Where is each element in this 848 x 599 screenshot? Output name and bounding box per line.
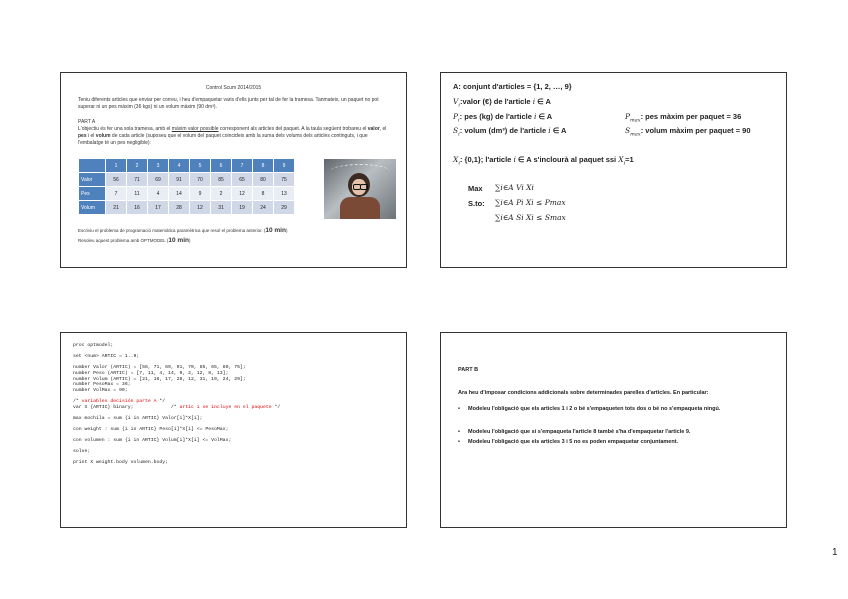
table-cell: 80 — [253, 173, 273, 186]
table-cell: 17 — [148, 201, 168, 214]
code-line: con volumen : sum {i in ARTIC} Volum[i]*X[i] <= VolMax; — [73, 438, 232, 444]
table-cell: 21 — [106, 201, 126, 214]
part-b-heading: PART B — [458, 367, 479, 373]
row-label: Valor — [79, 173, 105, 186]
code-line: proc optmodel; — [73, 343, 114, 348]
slide-4: PART B Ara heu d'imposar condicions addicionals sobre determinades parelles d'articles. En particular: • Modeleu l'obligació que els articles 1 i 2 o bé s'empaqueten tots dos o bé no s'empaqueta ningú. • Modeleu l'obligació que si s'empaqueta l'article 8 també s'ha d'empaquetar l'article 9. • Modeleu l'obligació que els articles 3 i 5 no es poden empaquetar conjuntament. — [440, 332, 787, 528]
code-line: max mochila = sum {i in ARTIC} Valor[i]*X[i]; — [73, 415, 203, 421]
table-cell: 11 — [127, 187, 147, 200]
code-line: solve; — [73, 449, 91, 455]
slide-2 — [440, 72, 787, 268]
code-line: number VolMax = 90; — [73, 387, 128, 393]
table-header: 5 — [190, 159, 210, 172]
decision-variable-definition: $X_i$: {0,1}; l'article i ∈ A s'inclourà al paquet ssi $X_i=1$ — [453, 155, 634, 167]
table-cell: 28 — [169, 201, 189, 214]
table-cell: 9 — [190, 187, 210, 200]
table-cell: 70 — [190, 173, 210, 186]
weight-constraint: ∑i∈A Pi Xi ≤ Pmax — [495, 198, 566, 207]
exercise-2-text: Resoleu aquest problema amb OPTMODEL (10 min) — [78, 237, 191, 244]
code-line: number Volum (ARTIC) = [21, 16, 17, 28, 12, 31, 19, 24, 29]; — [73, 376, 246, 382]
volume-constraint: ∑i∈A Si Xi ≤ Smax — [495, 213, 566, 222]
code-line: number Valor (ARTIC) = [56, 71, 69, 91, 70, 85, 65, 80, 75]; — [73, 365, 246, 371]
table-cell: 91 — [169, 173, 189, 186]
table-cell: 75 — [274, 173, 294, 186]
exercise-1-text: Escriviu el problema de programació matemàtica paramètrica que resol el problema anterior. (10 min) — [78, 227, 288, 234]
table-cell: 24 — [253, 201, 273, 214]
table-cell: 69 — [148, 173, 168, 186]
table-cell: 85 — [211, 173, 231, 186]
table-cell: 56 — [106, 173, 126, 186]
slide-3 — [60, 332, 407, 528]
slide-1 — [60, 72, 407, 268]
articles-table — [78, 158, 295, 215]
constraints-label: S.to: — [468, 199, 485, 208]
table-row — [79, 187, 294, 200]
table-header: 2 — [127, 159, 147, 172]
set-definition: A: conjunt d'articles = {1, 2, …, 9} — [453, 82, 572, 91]
table-cell: 12 — [190, 201, 210, 214]
code-line: print X weight.body volumen.body; — [73, 460, 168, 466]
volume-definition: $S_i$: volum (dm³) de l'article i ∈ A — [453, 126, 567, 138]
table-cell: 4 — [148, 187, 168, 200]
page-number: 1 — [832, 547, 838, 558]
row-label: Volum — [79, 201, 105, 214]
table-row — [79, 201, 294, 214]
optmodel-code — [73, 343, 280, 466]
table-cell: 71 — [127, 173, 147, 186]
table-header: 6 — [211, 159, 231, 172]
table-row — [79, 173, 294, 186]
code-line: set <num> ARTIC = 1..9; — [73, 354, 140, 360]
intro-text: Teniu diferents articles que enviar per correu, i heu d'empaquetar varis d'ells junts per tal de fer la tramesa. Tanmateix, un paquet no pot superar ni un pes màxim (36 kgs) ni un volum màxim (90 dm³). — [78, 97, 379, 110]
table-cell: 16 — [127, 201, 147, 214]
table-header: 9 — [274, 159, 294, 172]
code-line: var X {ARTIC} binary; /* artic i se incluye en el paquete */ — [73, 404, 281, 410]
table-cell: 31 — [211, 201, 231, 214]
objective-expression: ∑i∈A Vi Xi — [495, 183, 534, 192]
table-header: 8 — [253, 159, 273, 172]
part-b-intro: Ara heu d'imposar condicions addicionals sobre determinades parelles d'articles. En particular: — [458, 390, 709, 396]
table-header: 1 — [106, 159, 126, 172]
table-cell: 19 — [232, 201, 252, 214]
max-weight-definition: $P_{max}$: pes màxim per paquet = 36 — [625, 112, 742, 124]
part-a-label: PART A — [78, 119, 96, 125]
max-volume-definition: $S_{max}$: volum màxim per paquet = 90 — [625, 126, 751, 138]
table-header: 3 — [148, 159, 168, 172]
slide-title: Control Scum 2014/2015 — [205, 85, 262, 91]
thinking-woman-photo — [324, 159, 396, 219]
table-cell: 14 — [169, 187, 189, 200]
code-line: /* variables decisión parte A */ — [73, 398, 166, 404]
table-cell: 2 — [211, 187, 231, 200]
code-line: number Peso (ARTIC) = [7, 11, 4, 14, 9, 2, 12, 8, 13]; — [73, 370, 229, 376]
table-header: 7 — [232, 159, 252, 172]
table-corner — [79, 159, 105, 172]
code-line: number PesoMax = 36; — [73, 382, 131, 388]
table-cell: 13 — [274, 187, 294, 200]
part-a-text: L'objectiu és fer una sola tramesa, amb el màxim valor possible corresponent als articles del paquet. A la taula següent trobareu el valor, el pes i el volum de cada article (suposeu que el volum del paquet coincideix amb la suma dels volums dels articles continguts, i que l'embalatge té un pes negligible): — [78, 126, 387, 146]
value-definition: $V_i:valor$ (€) de l'article i ∈ A — [453, 97, 551, 109]
table-header: 4 — [169, 159, 189, 172]
row-label: Pes — [79, 187, 105, 200]
table-cell: 29 — [274, 201, 294, 214]
table-cell: 7 — [106, 187, 126, 200]
table-cell: 8 — [253, 187, 273, 200]
objective-label: Max — [468, 184, 483, 193]
table-cell: 12 — [232, 187, 252, 200]
weight-definition: $P_i$: pes (kg) de l'article i ∈ A — [453, 112, 553, 124]
code-line: con weight : sum {i in ARTIC} Peso[i]*X[i] <= PesoMax; — [73, 426, 229, 432]
table-cell: 65 — [232, 173, 252, 186]
